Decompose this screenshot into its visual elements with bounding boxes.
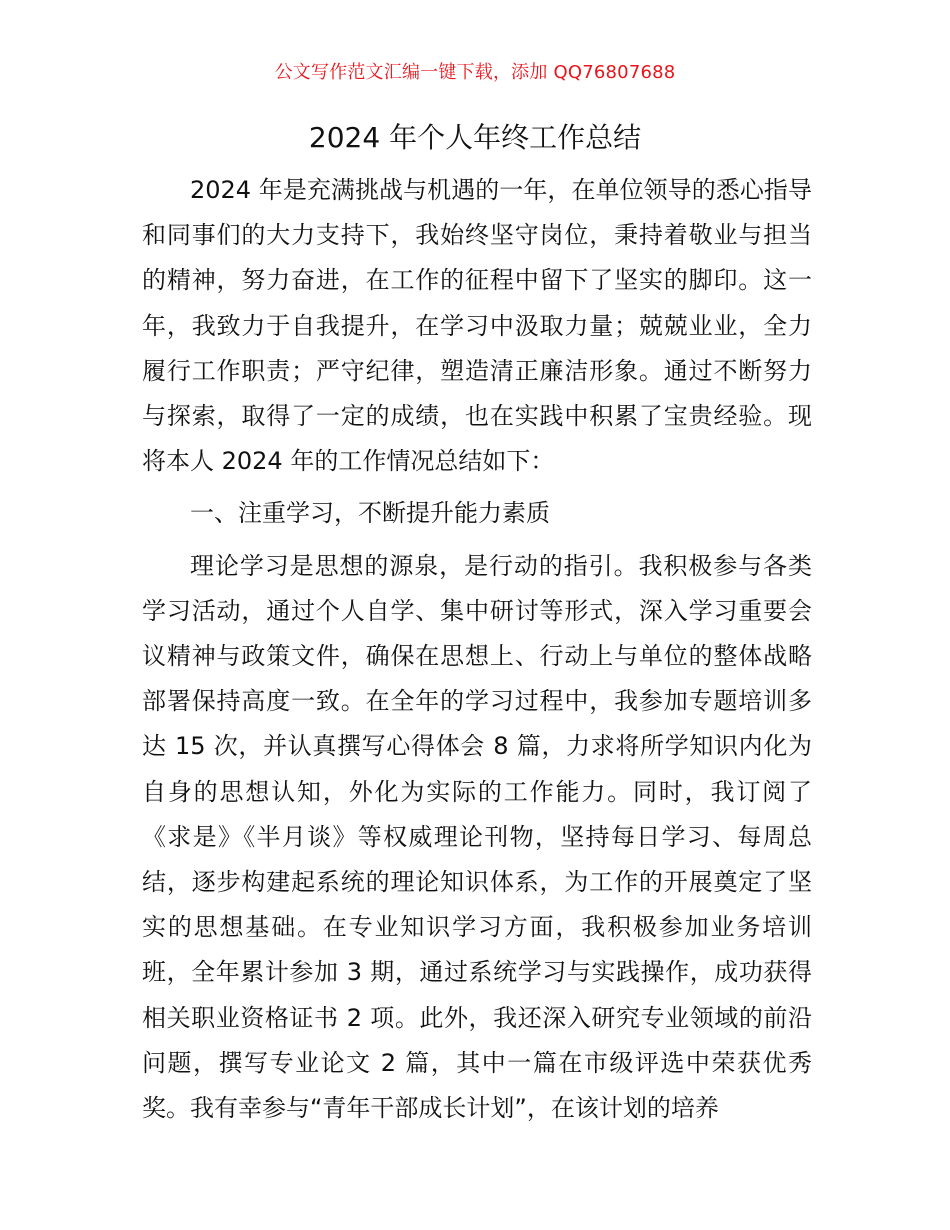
body-paragraph: 理论学习是思想的源泉，是行动的指引。我积极参与各类学习活动，通过个人自学、集中研讨等形式，深入学习重要会议精神与政策文件，确保在思想上、行动上与单位的整体战略部署保持高度一致。在全年的学习过程中，我参加专题培训多达 15 次，并认真撰写心得体会 8 篇，力求将所学知识内化为自身的思想认知，外化为实际的工作能力。同时，我订阅了《求是》《半月谈》等权威理论刊物，坚持每日学习、每周总结，逐步构建起系统的理论知识体系，为工作的开展奠定了坚实的思想基础。在专业知识学习方面，我积极参加业务培训班，全年累计参加 3 期，通过系统学习与实践操作，成功获得相关职业资格证书 2 项。此外，我还深入研究专业领域的前沿问题，撰写专业论文 2 篇，其中一篇在市级评选中荣获优秀奖。我有幸参与“青年干部成长计划”，在该计划的培养	[142, 551, 812, 1123]
section-heading: 一、注重学习，不断提升能力素质	[190, 499, 550, 528]
document-body	[142, 168, 812, 1131]
document-title: 2024 年个人年终工作总结	[308, 121, 642, 154]
header-ad-text[interactable]: 公文写作范文汇编一键下载，添加 QQ76807688	[274, 62, 676, 83]
intro-paragraph: 2024 年是充满挑战与机遇的一年，在单位领导的悉心指导和同事们的大力支持下，我始终坚守岗位，秉持着敬业与担当的精神，努力奋进，在工作的征程中留下了坚实的脚印。这一年，我致力于自我提升，在学习中汲取力量；兢兢业业，全力履行工作职责；严守纪律，塑造清正廉洁形象。通过不断努力与探索，取得了一定的成绩，也在实践中积累了宝贵经验。现将本人 2024 年的工作情况总结如下：	[142, 176, 812, 476]
